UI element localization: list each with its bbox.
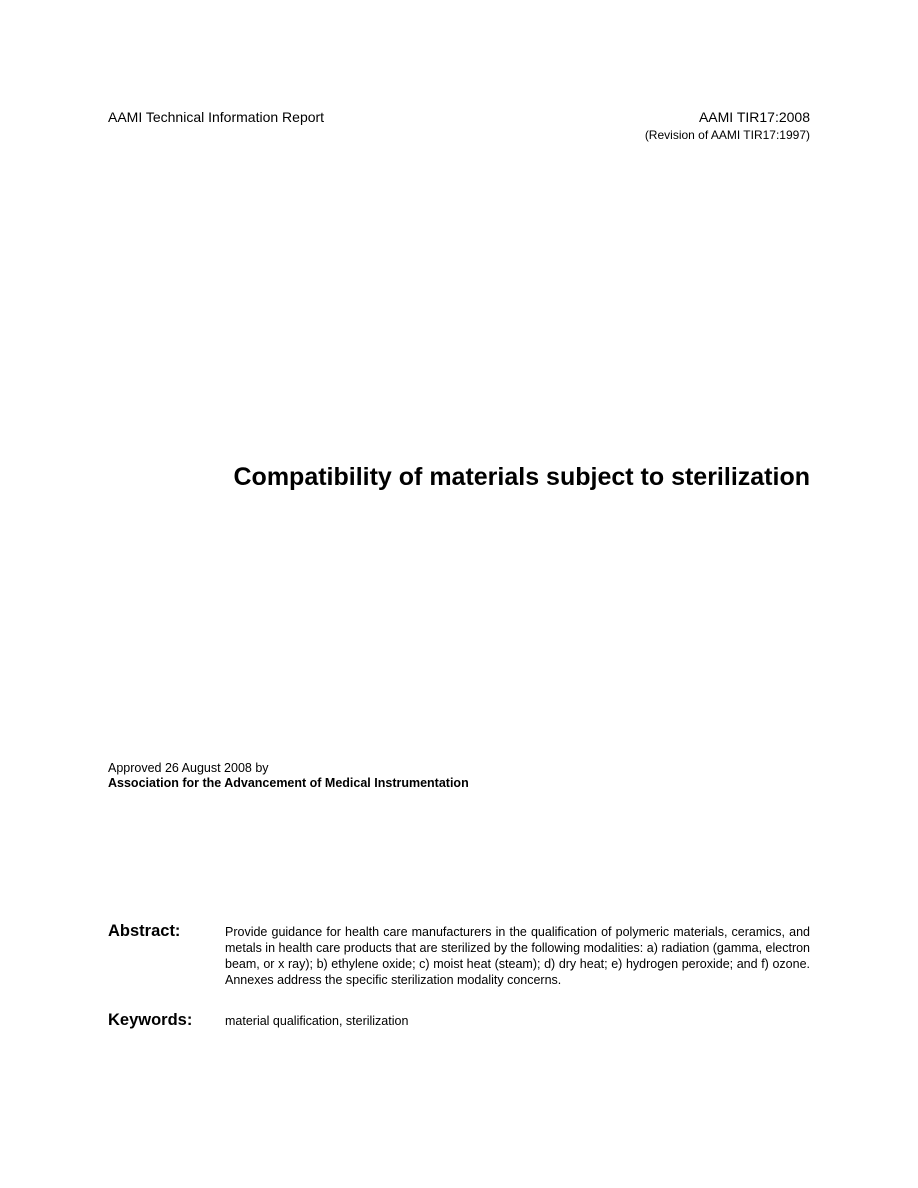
report-type-label: AAMI Technical Information Report [108, 109, 325, 125]
approving-organization: Association for the Advancement of Medical Instrumentation [108, 776, 469, 790]
keywords-label: Keywords: [108, 1011, 193, 1029]
keywords-text: material qualification, sterilization [225, 1014, 409, 1028]
abstract-text: Provide guidance for health care manufacturers in the qualification of polymeric materials, ceramics, and metals in health care products that are sterilized by the following modalities: a) radiation (gamma, electron beam, or x ray); b) ethylene oxide; c) moist heat (steam); d) dry heat; e) hydrogen peroxide; and f) ozone. Annexes address the specific sterilization modality concerns. [225, 925, 811, 987]
approval-date-line: Approved 26 August 2008 by [108, 761, 269, 775]
document-title: Compatibility of materials subject to sterilization [233, 463, 810, 491]
document-id: AAMI TIR17:2008 [698, 109, 810, 125]
document-identifier [645, 108, 810, 144]
approval-block [108, 761, 469, 791]
abstract-label: Abstract: [108, 922, 181, 940]
revision-note: (Revision of AAMI TIR17:1997) [644, 128, 810, 142]
